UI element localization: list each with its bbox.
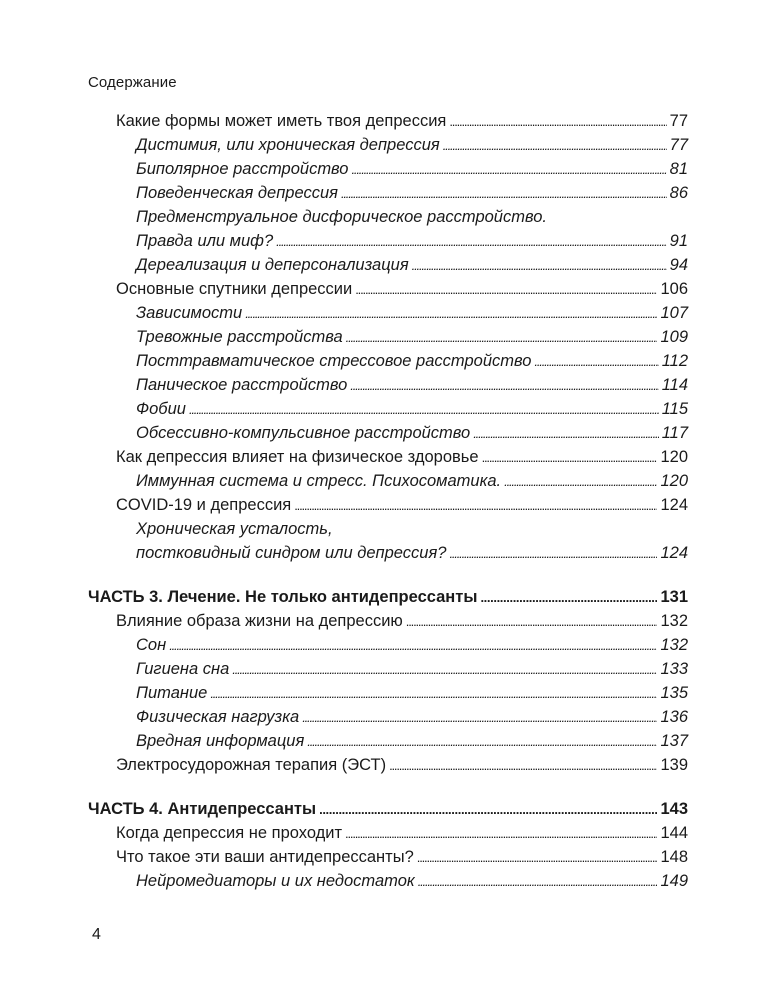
toc-entry-page: 77 xyxy=(669,112,688,130)
toc-entry-page: 132 xyxy=(660,636,688,654)
toc-entry-page: 81 xyxy=(669,160,688,178)
dot-leader xyxy=(169,634,657,657)
toc-subsection-entry[interactable] xyxy=(136,134,688,158)
dot-leader xyxy=(412,254,667,277)
dot-leader xyxy=(504,470,657,493)
dot-leader xyxy=(302,706,657,729)
toc-entry-page: 115 xyxy=(661,400,688,418)
dot-leader xyxy=(389,754,657,777)
toc-entry-title: Биполярное расстройство xyxy=(136,160,349,178)
toc-entry-title: Посттравматическое стрессовое расстройство xyxy=(136,352,532,370)
dot-leader xyxy=(534,350,658,373)
toc-section-entry[interactable] xyxy=(116,610,688,634)
toc-entry-title: Какие формы может иметь твоя депрессия xyxy=(116,112,447,130)
toc-entry-title-line: Предменструальное дисфорическое расстройство. xyxy=(136,208,547,226)
toc-entry-title: постковидный синдром или депрессия? xyxy=(136,544,447,562)
dot-leader xyxy=(449,110,666,133)
toc-entry-title: Вредная информация xyxy=(136,732,305,750)
dot-leader xyxy=(276,230,667,253)
toc-subsection-entry[interactable] xyxy=(136,398,688,422)
toc-subsection-entry[interactable] xyxy=(136,302,688,326)
toc-entry-page: 132 xyxy=(660,612,688,630)
dot-leader xyxy=(443,134,667,157)
toc-entry-title: Тревожные расстройства xyxy=(136,328,343,346)
toc-entry-title: Дистимия, или хроническая депрессия xyxy=(136,136,440,154)
toc-subsection-entry[interactable] xyxy=(136,374,688,398)
toc-entry-page: 112 xyxy=(661,352,688,370)
toc-subsection-entry[interactable] xyxy=(136,470,688,494)
toc-entry-page: 120 xyxy=(660,448,688,466)
toc-entry-page: 86 xyxy=(669,184,688,202)
toc-subsection-entry[interactable] xyxy=(136,542,688,566)
dot-leader xyxy=(346,326,658,349)
toc-entry-title: ЧАСТЬ 4. Антидепрессанты xyxy=(88,800,317,818)
toc-entry-page: 137 xyxy=(660,732,688,750)
toc-entry-page: 143 xyxy=(660,800,688,818)
toc-section-entry[interactable] xyxy=(116,822,688,846)
running-header: Содержание xyxy=(88,74,177,91)
toc-entry-page: 106 xyxy=(660,280,688,298)
dot-leader xyxy=(345,822,657,845)
toc-section-entry[interactable] xyxy=(116,846,688,870)
toc-subsection-entry[interactable] xyxy=(136,870,688,894)
toc-subsection-entry[interactable] xyxy=(136,230,688,254)
toc-entry-title: ЧАСТЬ 3. Лечение. Не только антидепрессанты xyxy=(88,588,478,606)
dot-leader xyxy=(232,658,657,681)
dot-leader xyxy=(482,446,658,469)
dot-leader xyxy=(307,730,657,753)
toc-subsection-entry[interactable] xyxy=(136,350,688,374)
toc-subsection-entry[interactable] xyxy=(136,634,688,658)
toc-entry-title: Питание xyxy=(136,684,208,702)
toc-entry-page: 107 xyxy=(660,304,688,322)
toc-subsection-entry[interactable] xyxy=(136,422,688,446)
toc-entry-title: Физическая нагрузка xyxy=(136,708,300,726)
dot-leader xyxy=(350,374,658,397)
toc-entry-title: COVID-19 и депрессия xyxy=(116,496,292,514)
dot-leader xyxy=(341,182,667,205)
toc-entry-title: Что такое эти ваши антидепрессанты? xyxy=(116,848,414,866)
toc-entry-title: Иммунная система и стресс. Психосоматика. xyxy=(136,472,502,490)
toc-entry-page: 148 xyxy=(660,848,688,866)
toc-entry-page: 114 xyxy=(661,376,688,394)
toc-entry-title: Электросудорожная терапия (ЭСТ) xyxy=(116,756,387,774)
toc-entry-title: Сон xyxy=(136,636,167,654)
toc-entry-page: 124 xyxy=(660,544,688,562)
toc-entry-page: 91 xyxy=(669,232,688,250)
toc-entry-title: Зависимости xyxy=(136,304,243,322)
toc-subsection-entry[interactable] xyxy=(136,730,688,754)
toc-entry-title: Фобии xyxy=(136,400,186,418)
toc-entry-page: 133 xyxy=(660,660,688,678)
toc-entry-title: Когда депрессия не проходит xyxy=(116,824,343,842)
toc-subsection-entry[interactable] xyxy=(136,706,688,730)
dot-leader xyxy=(473,422,658,445)
toc-subsection-entry[interactable] xyxy=(136,158,688,182)
dot-leader xyxy=(480,586,657,609)
toc-subsection-entry[interactable] xyxy=(136,658,688,682)
toc-entry-title: Гигиена сна xyxy=(136,660,230,678)
toc-entry-title: Дереализация и деперсонализация xyxy=(136,256,409,274)
dot-leader xyxy=(406,610,658,633)
dot-leader xyxy=(189,398,659,421)
toc-entry-title: Правда или миф? xyxy=(136,232,274,250)
toc-entry-title-line: Хроническая усталость, xyxy=(136,520,333,538)
toc-entry-title: Нейромедиаторы и их недостаток xyxy=(136,872,415,890)
toc-entry-page: 124 xyxy=(660,496,688,514)
toc-section-entry[interactable] xyxy=(116,754,688,778)
dot-leader xyxy=(245,302,657,325)
toc-entry-title: Как депрессия влияет на физическое здоровье xyxy=(116,448,479,466)
toc-part-heading[interactable] xyxy=(88,798,688,822)
toc-section-entry[interactable] xyxy=(116,278,688,302)
toc-part-heading[interactable] xyxy=(88,586,688,610)
toc-entry-title: Основные спутники депрессии xyxy=(116,280,353,298)
dot-leader xyxy=(418,870,658,893)
dot-leader xyxy=(355,278,657,301)
dot-leader xyxy=(449,542,657,565)
toc-entry-page: 120 xyxy=(660,472,688,490)
toc-entry-title: Обсессивно-компульсивное расстройство xyxy=(136,424,471,442)
toc-entry-page: 139 xyxy=(660,756,688,774)
toc-entry-page: 136 xyxy=(660,708,688,726)
dot-leader xyxy=(319,798,657,821)
toc-entry-page: 109 xyxy=(660,328,688,346)
toc-entry-page: 135 xyxy=(660,684,688,702)
toc-entry-page: 94 xyxy=(669,256,688,274)
toc-entry-page: 77 xyxy=(669,136,688,154)
toc-entry-title: Паническое расстройство xyxy=(136,376,348,394)
toc-subsection-entry[interactable] xyxy=(136,254,688,278)
toc-entry-page: 117 xyxy=(661,424,688,442)
page-number: 4 xyxy=(92,926,101,943)
dot-leader xyxy=(352,158,667,181)
dot-leader xyxy=(417,846,658,869)
toc-section-entry[interactable] xyxy=(116,446,688,470)
toc-entry-title: Поведенческая депрессия xyxy=(136,184,338,202)
toc-entry-page: 149 xyxy=(660,872,688,890)
toc-entry-page: 144 xyxy=(660,824,688,842)
toc-subsection-entry[interactable] xyxy=(136,682,688,706)
toc-entry-title: Влияние образа жизни на депрессию xyxy=(116,612,403,630)
toc-subsection-entry[interactable] xyxy=(136,182,688,206)
dot-leader xyxy=(294,494,657,517)
dot-leader xyxy=(210,682,657,705)
toc-section-entry[interactable] xyxy=(116,110,688,134)
toc-subsection-entry[interactable] xyxy=(136,326,688,350)
toc-entry-page: 131 xyxy=(660,588,688,606)
toc-section-entry[interactable] xyxy=(116,494,688,518)
